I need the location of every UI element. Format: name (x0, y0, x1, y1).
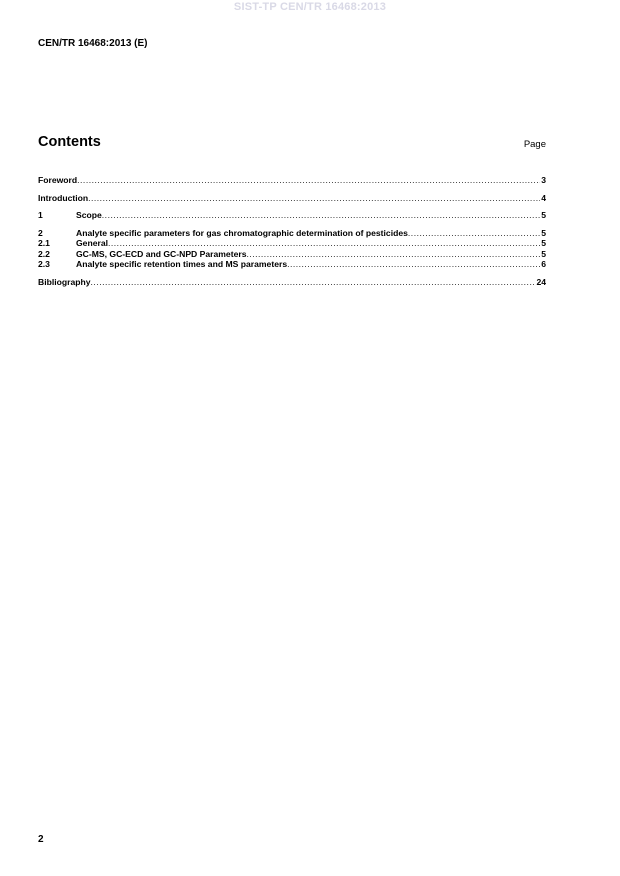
toc-leader-dots (246, 249, 540, 260)
toc-entry-foreword[interactable] (38, 175, 546, 186)
toc-entry-number: 2 (38, 227, 43, 238)
toc-entry-page: 5 (541, 238, 546, 248)
toc-entry-title: General (76, 238, 109, 248)
contents-header (38, 134, 546, 154)
toc-leader-dots (102, 210, 540, 221)
toc-entry-page: 4 (541, 192, 546, 203)
toc-entry-title: Bibliography (38, 276, 91, 287)
contents-title: Contents (38, 134, 101, 150)
toc-leader-dots (91, 277, 536, 288)
toc-entry-page: 5 (541, 227, 546, 238)
toc-leader-dots (287, 259, 540, 270)
toc-entry-page: 24 (536, 276, 546, 287)
toc-entry-analyte-parameters[interactable] (38, 228, 546, 239)
document-identifier: CEN/TR 16468:2013 (E) (38, 38, 148, 49)
toc-leader-dots (408, 228, 540, 239)
toc-leader-dots (77, 175, 540, 186)
toc-entry-page: 6 (541, 259, 546, 269)
watermark: SIST-TP CEN/TR 16468:2013 (233, 1, 387, 13)
toc-entry-title: Introduction (38, 192, 89, 203)
toc-entry-retention-times[interactable] (38, 259, 546, 270)
toc-entry-page: 5 (541, 210, 546, 220)
toc-leader-dots (108, 238, 540, 249)
toc-entry-number: 1 (38, 210, 43, 220)
page-column-label: Page (523, 139, 546, 150)
toc-entry-title: Analyte specific parameters for gas chromatographic determination of pesticides (76, 227, 408, 238)
toc-entry-title: Scope (76, 210, 102, 220)
toc-entry-bibliography[interactable] (38, 277, 546, 288)
toc-entry-title: Foreword (38, 175, 78, 185)
toc-entry-number: 2.1 (38, 238, 50, 248)
toc-entry-page: 5 (541, 248, 546, 259)
toc-entry-gc-parameters[interactable] (38, 249, 546, 260)
toc-entry-page: 3 (541, 175, 546, 185)
toc-entry-title: GC-MS, GC-ECD and GC-NPD Parameters (76, 248, 247, 259)
toc-leader-dots (88, 193, 540, 204)
toc-entry-number: 2.2 (38, 248, 50, 259)
page-number: 2 (38, 834, 44, 845)
toc-entry-general[interactable] (38, 238, 546, 249)
toc-entry-introduction[interactable] (38, 193, 546, 204)
toc-entry-title: Analyte specific retention times and MS parameters (76, 259, 288, 269)
table-of-contents (38, 175, 546, 287)
toc-entry-number: 2.3 (38, 259, 50, 269)
toc-entry-scope[interactable] (38, 210, 546, 221)
